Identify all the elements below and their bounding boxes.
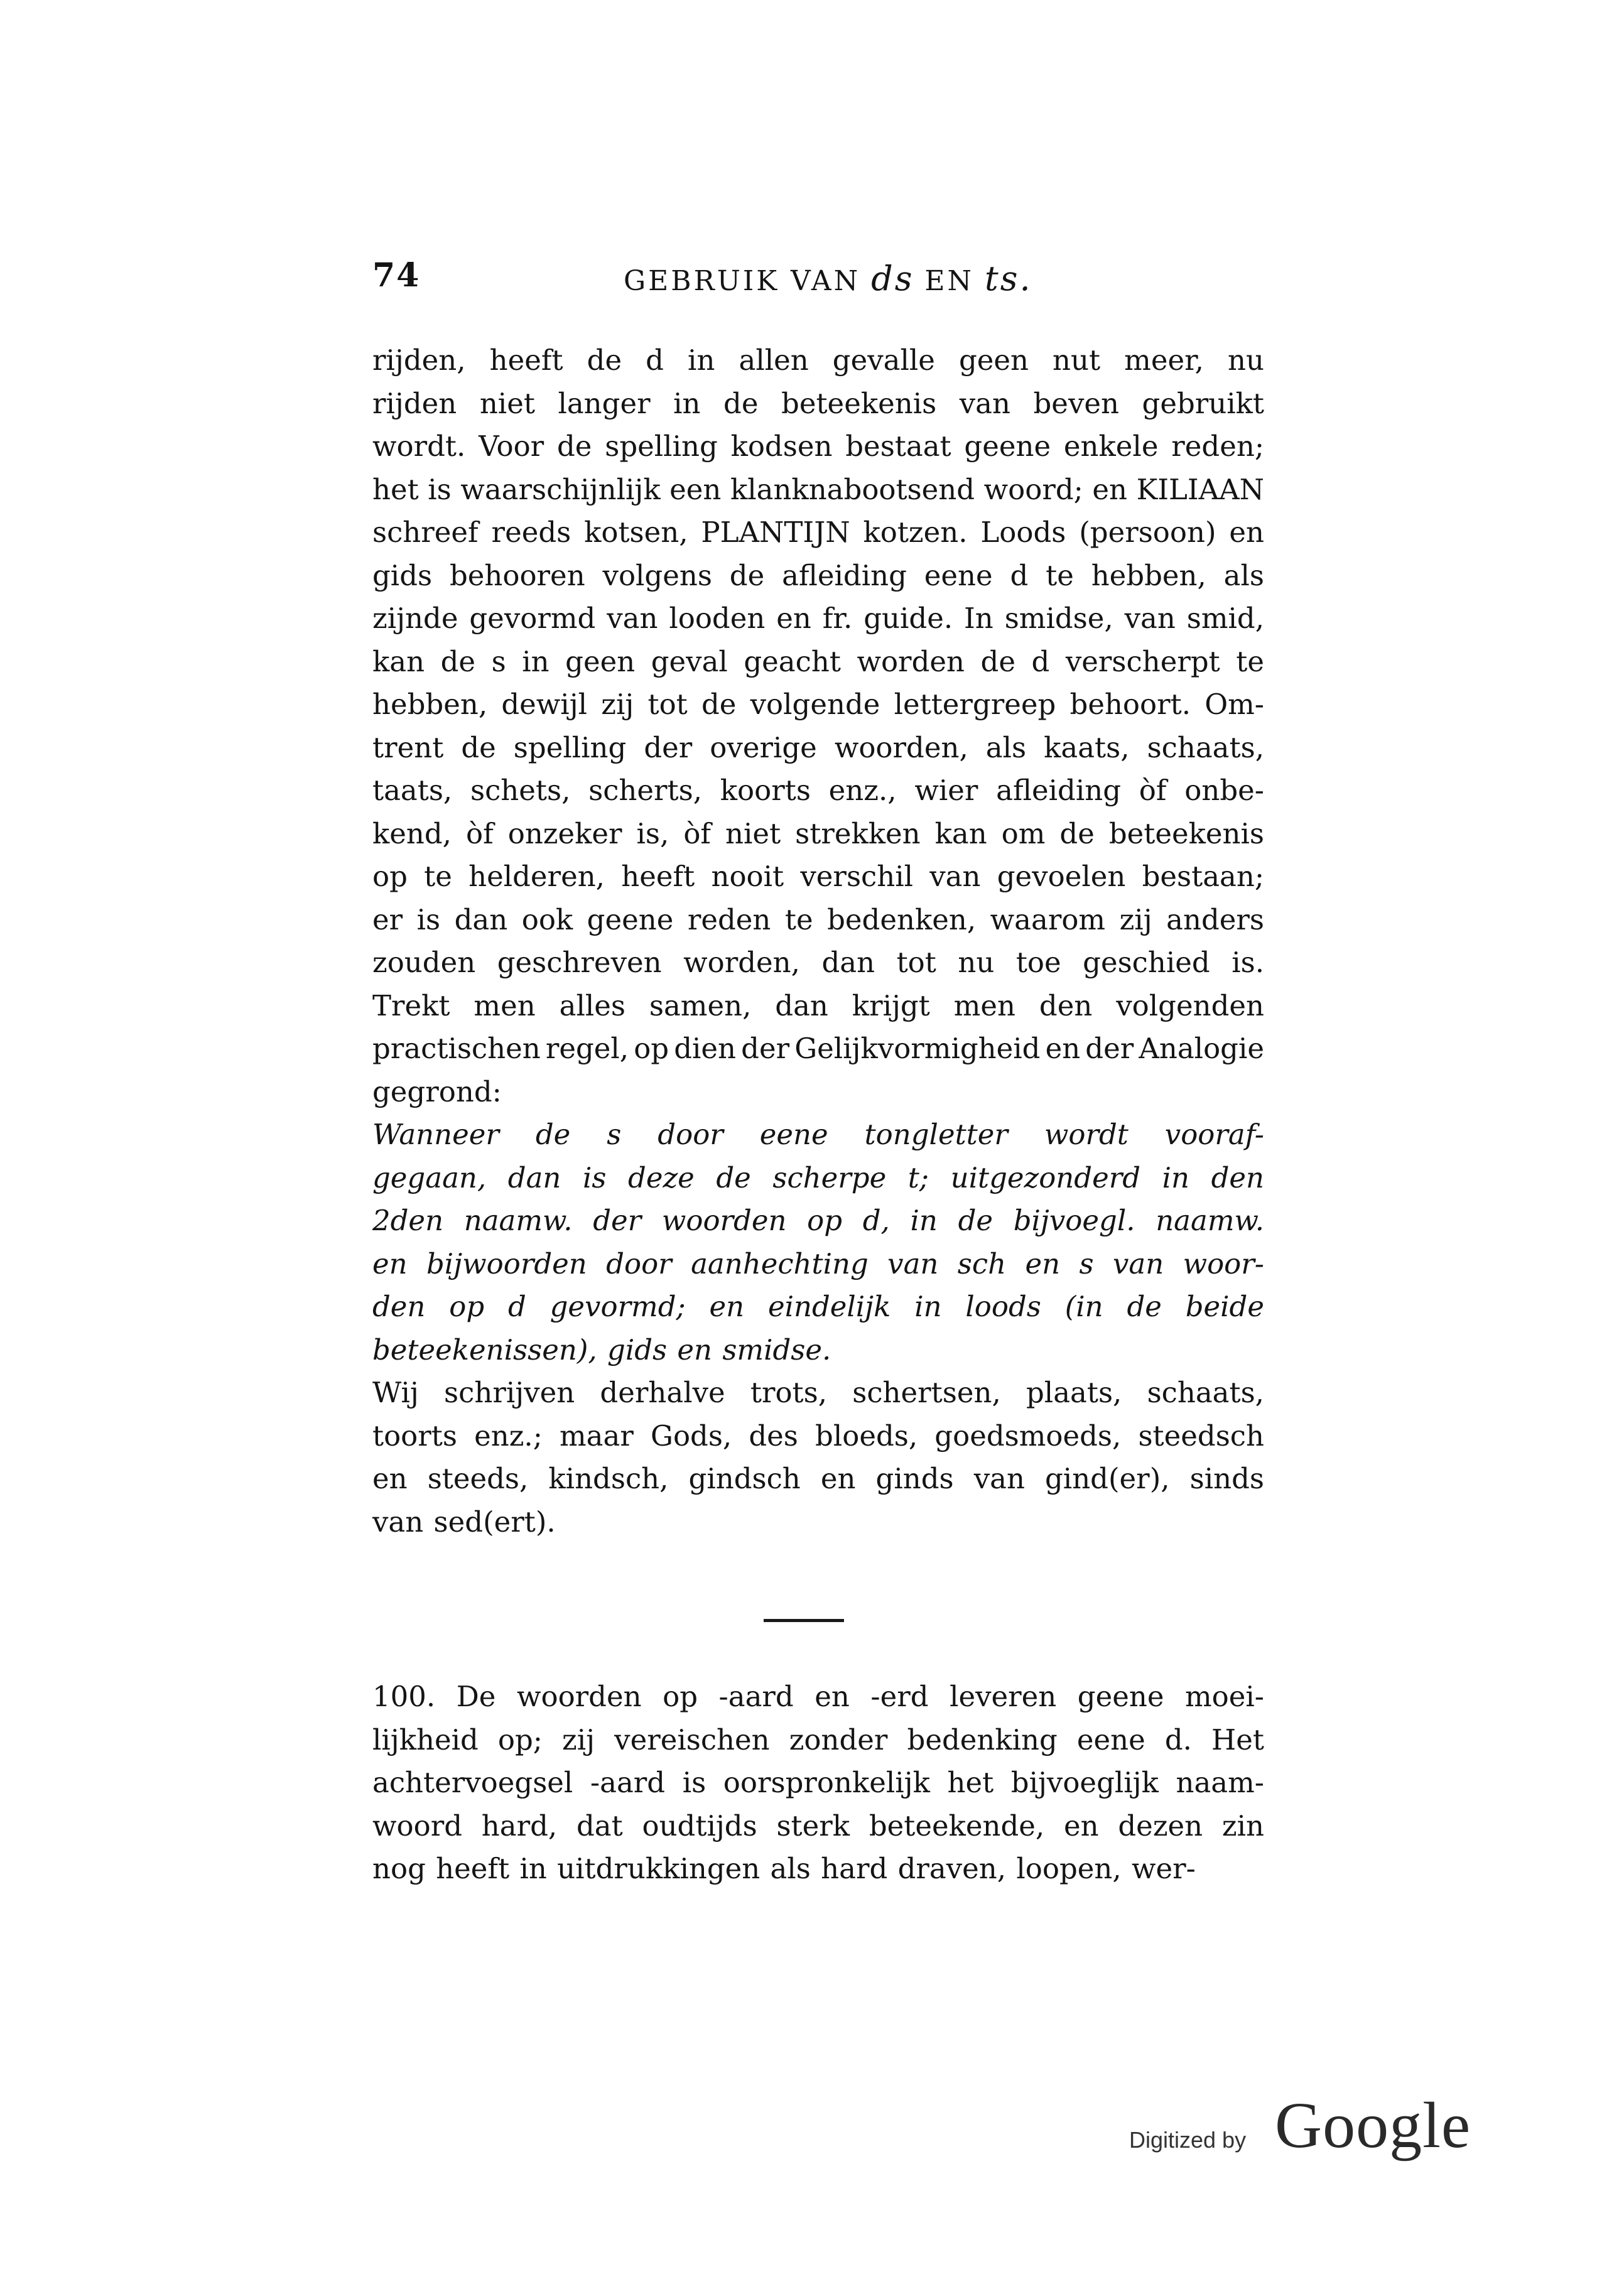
running-head <box>372 256 1264 306</box>
text-line: kan de s in geen geval geacht worden de d verscherpt te <box>372 644 1264 678</box>
text-line: gegrond: <box>372 1074 502 1108</box>
text-line: Wanneer de s door eene tongletter wordt vooraf- <box>372 1118 1264 1151</box>
text-line: kend, òf onzeker is, òf niet strekken kan om de beteekenis <box>372 816 1264 850</box>
text-line: Trekt men alles samen, dan krijgt men den volgenden <box>372 988 1264 1022</box>
page-title <box>624 259 1032 298</box>
text-line: trent de spelling der overige woorden, als kaats, schaats, <box>372 730 1264 764</box>
text-line: practischen regel, op dien der Gelijkvormigheid en der Analogie <box>372 1032 1264 1065</box>
text-line: op te helderen, heeft nooit verschil van gevoelen bestaan; <box>372 860 1264 893</box>
text-line: gegaan, dan is deze de scherpe t; uitgezonderd in den <box>372 1161 1264 1194</box>
text-line: lijkheid op; zij vereischen zonder bedenking eene d. Het <box>372 1723 1264 1756</box>
text-line: toorts enz.; maar Gods, des bloeds, goedsmoeds, steedsch <box>372 1419 1264 1453</box>
section-divider <box>764 1619 844 1622</box>
text-line: en steeds, kindsch, gindsch en ginds van gind(er), sinds <box>372 1462 1264 1495</box>
text-line: rijden, heeft de d in allen gevalle geen nut meer, nu <box>372 344 1264 377</box>
main-text <box>372 339 1264 1544</box>
text-line: zijnde gevormd van looden en fr. guide. In smidse, van smid, <box>372 602 1264 635</box>
text-line: taats, schets, scherts, koorts enz., wier afleiding òf onbe- <box>372 774 1264 807</box>
text-line: den op d gevormd; en eindelijk in loods (in de beide <box>372 1290 1264 1323</box>
section-100 <box>372 1675 1264 1891</box>
text-line: nog heeft in uitdrukkingen als hard draven, loopen, wer- <box>372 1852 1196 1885</box>
title-en: EN <box>924 265 975 297</box>
rule-paragraph <box>372 1113 1264 1372</box>
title-part1: GEBRUIK VAN <box>624 265 861 297</box>
text-line: wordt. Voor de spelling kodsen bestaat geene enkele reden; <box>372 430 1264 463</box>
text-line: beteekenissen), gids en smidse. <box>372 1333 831 1366</box>
text-line: 2den naamw. der woorden op d, in de bijvoegl. naamw. <box>372 1204 1264 1237</box>
text-line: het is waarschijnlijk een klanknabootsend woord; en KILIAAN <box>372 472 1264 506</box>
text-line: 100. De woorden op -aard en -erd leveren geene moei- <box>372 1680 1264 1713</box>
page-number: 74 <box>372 256 421 295</box>
text-line: achtervoegsel -aard is oorspronkelijk het bijvoeglijk naam- <box>372 1766 1264 1799</box>
text-line: er is dan ook geene reden te bedenken, waarom zij anders <box>372 902 1264 936</box>
paragraph-examples <box>372 1372 1264 1544</box>
text-line: en bijwoorden door aanhechting van sch en s van woor- <box>372 1247 1264 1280</box>
text-line: zouden geschreven worden, dan tot nu toe geschied is. <box>372 946 1264 979</box>
watermark-small-text: Digitized by <box>1129 2127 1247 2153</box>
title-ts: ts. <box>985 259 1032 298</box>
digitized-by-google-watermark <box>1129 2088 1481 2162</box>
text-line: rijden niet langer in de beteekenis van beven gebruikt <box>372 386 1264 420</box>
text-line: woord hard, dat oudtijds sterk beteekende, en dezen zin <box>372 1809 1264 1843</box>
text-line: hebben, dewijl zij tot de volgende lettergreep behoort. Om- <box>372 688 1264 721</box>
text-line: van sed(ert). <box>372 1505 556 1539</box>
text-line: schreef reeds kotsen, PLANTIJN kotzen. Loods (persoon) en <box>372 516 1264 549</box>
title-ds: ds <box>871 259 914 298</box>
paragraph-continuation <box>372 339 1264 1113</box>
text-line: gids behooren volgens de afleiding eene d te hebben, als <box>372 558 1264 592</box>
google-logo: Google <box>1275 2089 1471 2162</box>
text-line: Wij schrijven derhalve trots, schertsen, plaats, schaats, <box>372 1376 1264 1409</box>
